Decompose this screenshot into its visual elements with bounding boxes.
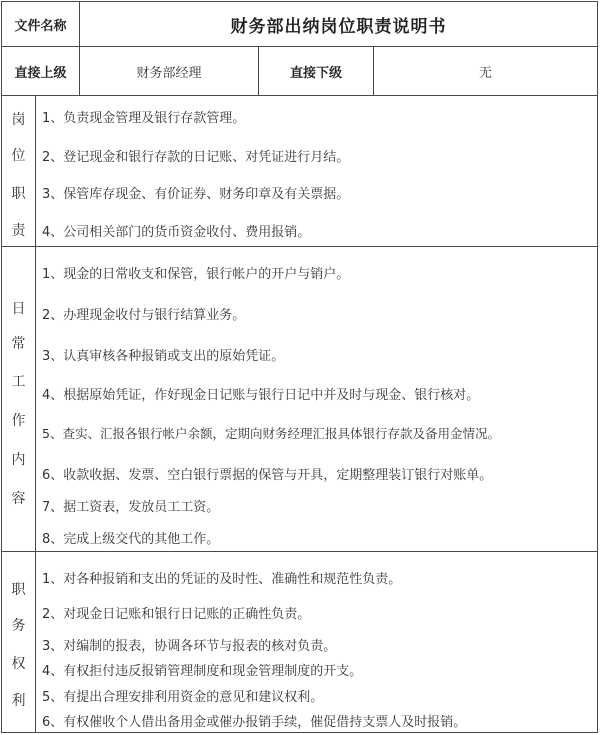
direct-superior-value: 财务部经理 [136, 65, 202, 81]
section-label-char: 容 [11, 491, 26, 507]
list-item: 4、公司相关部门的货币资金收付、费用报销。 [42, 225, 311, 240]
section-label-char: 权 [11, 656, 26, 672]
section-label-char: 作 [11, 413, 26, 429]
list-item: 2、对现金日记账和银行日记账的正确性负责。 [42, 607, 311, 622]
section-label-char: 利 [11, 693, 26, 709]
list-item: 6、有权催收个人借出备用金或催办报销手续，催促借持支票人及时报销。 [42, 715, 467, 730]
col-divider [35, 95, 36, 732]
list-item: 2、登记现金和银行存款的日记账、对凭证进行月结。 [42, 150, 350, 165]
direct-subordinate-value: 无 [478, 65, 492, 81]
list-item: 3、认真审核各种报销或支出的原始凭证。 [42, 349, 285, 364]
list-item: 1、对各种报销和支出的凭证的及时性、准确性和规范性负责。 [42, 572, 402, 587]
list-item: 4、有权拒付违反报销管理制度和现金管理制度的开支。 [42, 664, 363, 679]
section-label-char: 常 [11, 336, 26, 352]
file-name-label: 文件名称 [14, 18, 67, 34]
direct-subordinate-label: 直接下级 [289, 65, 342, 81]
list-item: 4、根据原始凭证，作好现金日记账与银行日记中并及时与现金、银行核对。 [42, 388, 480, 403]
section-label-char: 日 [11, 301, 26, 317]
list-item: 6、收款收据、发票、空白银行票据的保管与开具，定期整理装订银行对账单。 [42, 468, 493, 483]
section-label-char: 职 [11, 582, 26, 598]
section-label-char: 责 [11, 223, 26, 239]
direct-superior-label: 直接上级 [14, 65, 67, 81]
section-label-char: 务 [11, 618, 26, 634]
section-label-char: 岗 [11, 112, 26, 128]
document-title: 财务部出纳岗位职责说明书 [230, 16, 447, 37]
list-item: 3、保管库存现金、有价证券、财务印章及有关票据。 [42, 187, 350, 202]
section-label-char: 位 [11, 148, 26, 164]
row-divider [2, 95, 597, 96]
list-item: 8、完成上级交代的其他工作。 [42, 532, 220, 547]
list-item: 1、现金的日常收支和保管，银行帐户的开户与销户。 [42, 267, 350, 282]
section-label-char: 工 [11, 374, 26, 390]
list-item: 2、办理现金收付与银行结算业务。 [42, 308, 246, 323]
row-divider [2, 551, 597, 552]
section-label-char: 内 [11, 452, 26, 468]
row-divider [2, 246, 597, 247]
list-item: 5、查实、汇报各银行帐户余额，定期向财务经理汇报具体银行存款及备用金情况。 [42, 426, 500, 441]
list-item: 5、有提出合理安排利用资金的意见和建议权利。 [42, 690, 324, 705]
list-item: 3、对编制的报表，协调各环节与报表的核对负责。 [42, 639, 337, 654]
list-item: 1、负责现金管理及银行存款管理。 [42, 111, 246, 126]
list-item: 7、据工资表，发放员工工资。 [42, 500, 220, 515]
job-description-table [1, 1, 598, 733]
section-label-char: 职 [11, 186, 26, 202]
